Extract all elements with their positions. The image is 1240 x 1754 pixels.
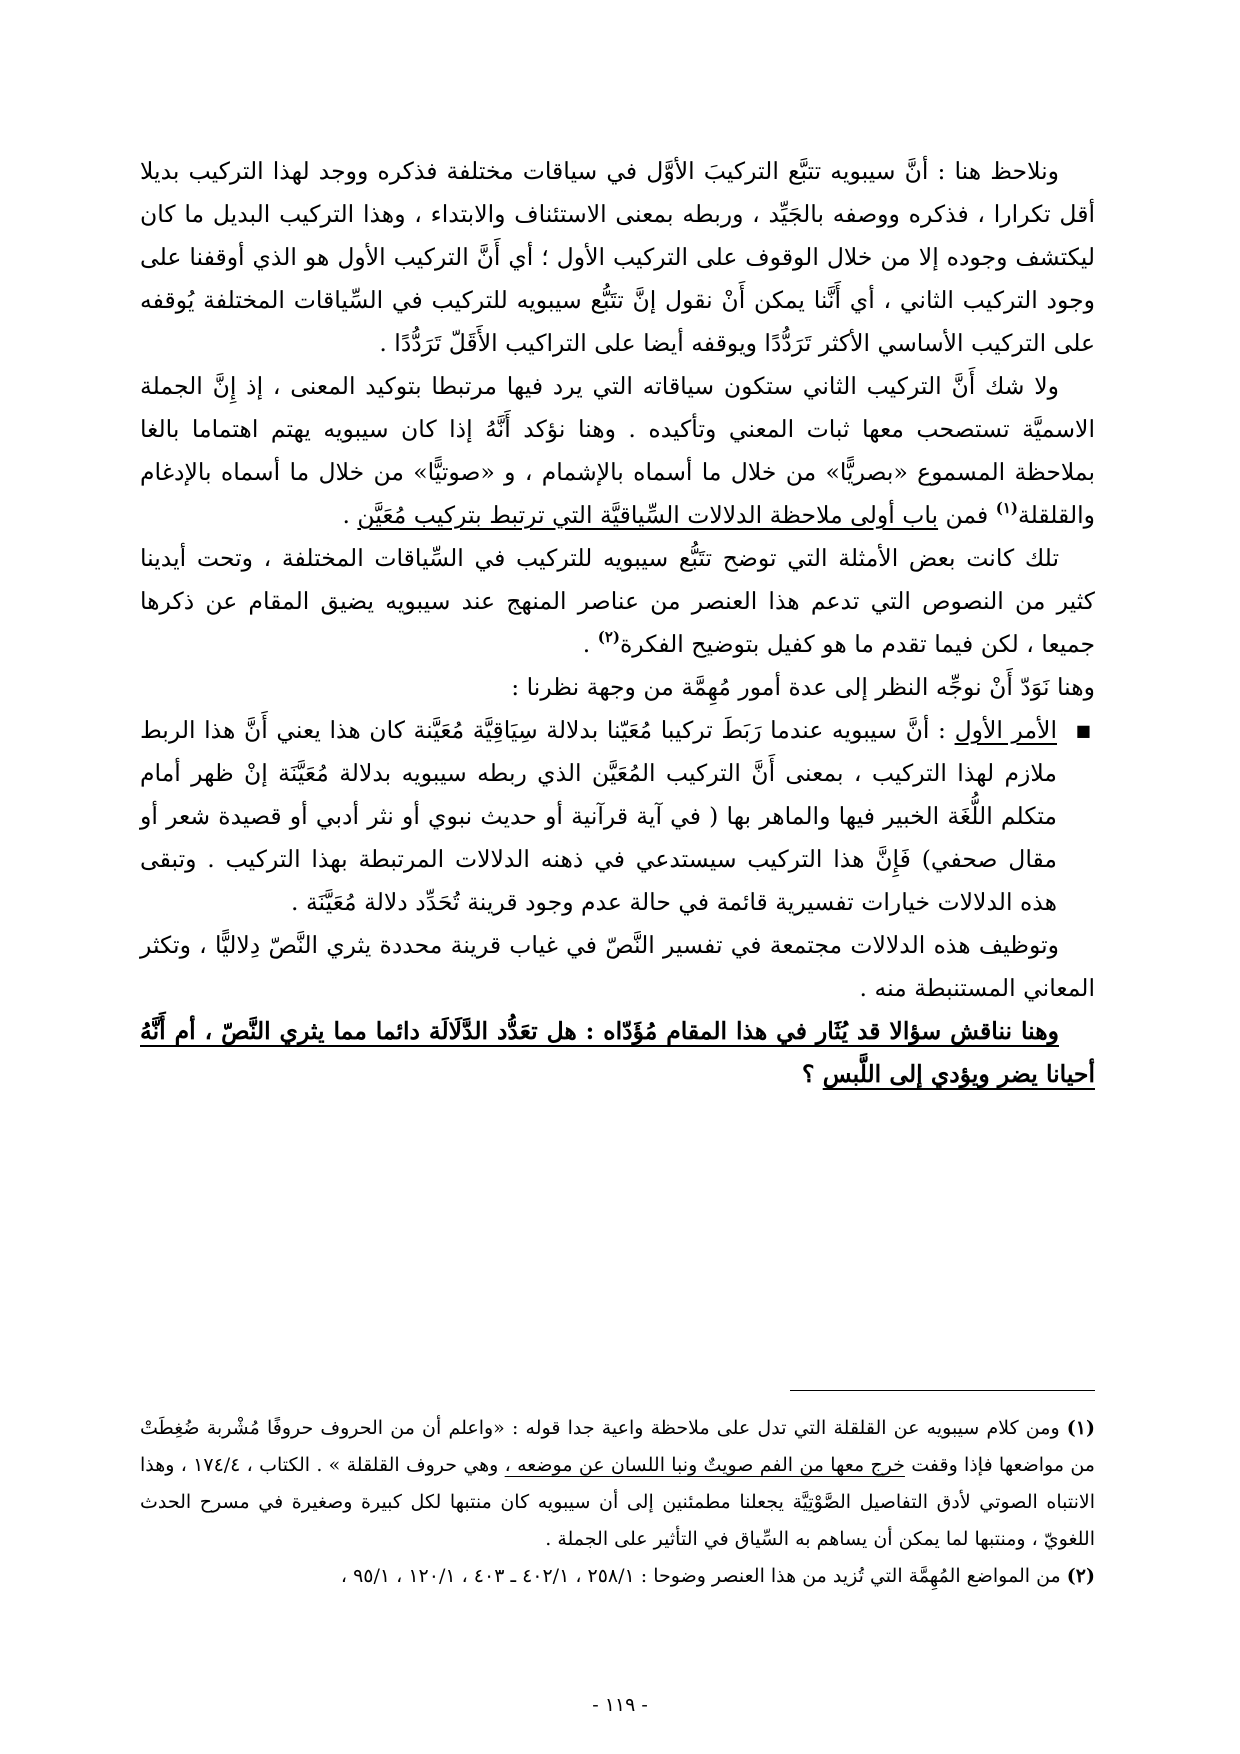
footnote-divider — [790, 1390, 1095, 1391]
paragraph-2-end: . — [342, 501, 358, 529]
question-mark: ؟ — [802, 1060, 823, 1088]
main-text — [140, 150, 1095, 1096]
bullet-label: الأمر الأول — [954, 716, 1057, 744]
footnote-1-underlined: خرج معها من الفم صويتٌ ونبا اللسان عن موضعه ، — [504, 1454, 905, 1476]
bullet-item-first — [140, 709, 1095, 924]
footnotes — [140, 1410, 1095, 1595]
footnote-ref-2[interactable]: (٢) — [597, 628, 620, 646]
paragraph-2-connector: فمن — [938, 501, 996, 529]
paragraph-3-end: . — [582, 630, 598, 658]
page-number: - ١١٩ - — [592, 1694, 648, 1716]
paragraph-2-underlined: باب أولى ملاحظة الدلالات السِّياقيَّة التي ترتبط بتركيب مُعَيَّن — [357, 501, 939, 529]
paragraph-2 — [140, 365, 1095, 537]
footnote-1-text-a: ومن كلام سيبويه عن القلقلة التي تدل على ملاحظة واعية جدا قوله : «واعلم أن من الحروف حروفًا مُشْربة ضُغِطَتْ من مواضعها فإذا وقفت — [140, 1417, 1095, 1476]
footnote-1-number: (١) — [1066, 1417, 1095, 1439]
footnote-1-text-b: وهي حروف القلقلة » . الكتاب ، ١٧٤/٤ ، وهذا الانتباه الصوتي لأدق التفاصيل الصَّوْتِيَّة يجعلنا مطمئنين إلى أن سيبويه كان منتبها لكل كبيرة وصغيرة في مسرح الحدث اللغويّ ، ومنتبها لما يمكن أن يساهم به السِّياق في التأثير على الجملة . — [140, 1454, 1095, 1550]
paragraph-4: وهنا نَوَدّ أَنْ نوجِّه النظر إلى عدة أمور مُهِمَّة من وجهة نظرنا : — [511, 673, 1095, 701]
footnote-1 — [140, 1410, 1095, 1558]
footnote-2-text: من المواضع المُهِمَّة التي تُزيد من هذا العنصر وضوحا : ٢٥٨/١ ، ٤٠٢/١ ـ ٤٠٣ ، ١٢٠/١ ، ٩٥/١ ، — [340, 1565, 1067, 1587]
footnote-2-number: (٢) — [1066, 1565, 1095, 1587]
paragraph-2-text: ولا شك أَنَّ التركيب الثاني ستكون سياقاته التي يرد فيها مرتبطا بتوكيد المعنى ، إذ إِنَّ الجملة الاسميَّة تستصحب معها ثبات المعني وتأكيده . وهنا نؤكد أَنَّهُ إذا كان سيبويه يهتم اهتماما بالغا بملاحظة المسموع «بصريًّا» من خلال ما أسماه بالإشمام ، و «صوتيًّا» من خلال ما أسماه بالإدغام والقلقلة — [140, 372, 1095, 529]
footnote-ref-1[interactable]: (١) — [995, 499, 1019, 517]
footnote-2 — [140, 1558, 1095, 1595]
paragraph-3 — [140, 537, 1095, 666]
paragraph-1: ونلاحظ هنا : أنَّ سيبويه تتبَّع التركيبَ الأوَّل في سياقات مختلفة فذكره ووجد لهذا التركيب بديلا أقل تكرارا ، فذكره ووصفه بالجَيِّد ، وربطه بمعنى الاستئناف والابتداء ، وهذا التركيب البديل ما كان ليكتشف وجوده إلا من خلال الوقوف على التركيب الأول ؛ أي أَنَّ التركيب الأول هو الذي أوقفنا على وجود التركيب الثاني ، أي أَنَّنا يمكن أَنْ نقول إنَّ تتَبُّع سيبويه للتركيب في السِّياقات المختلفة يُوقفه على التركيب الأساسي الأكثر تَرَدُّدًا ويوقفه أيضا على التراكيب الأَقَلّ تَرَدُّدًا . — [140, 157, 1095, 357]
paragraph-5: وتوظيف هذه الدلالات مجتمعة في تفسير النَّصّ في غياب قرينة محددة يثري النَّصّ دِلاليًّا ، وتكثر المعاني المستنبطة منه . — [140, 931, 1095, 1002]
paragraph-6 — [140, 1010, 1095, 1096]
paragraph-3-text: تلك كانت بعض الأمثلة التي توضح تتَبُّع سيبويه للتركيب في السِّياقات المختلفة ، وتحت أيدينا كثير من النصوص التي تدعم هذا العنصر من عناصر المنهج عند سيبويه يضيق المقام عن ذكرها جميعا ، لكن فيما تقدم ما هو كفيل بتوضيح الفكرة — [140, 544, 1095, 658]
bullet-text: : أنَّ سيبويه عندما رَبَطَ تركيبا مُعَيّنا بدلالة سِيَاقِيَّة مُعَيَّنة كان هذا يعني أَنَّ هذا الربط ملازم لهذا التركيب ، بمعنى أَنَّ التركيب المُعَيَّن الذي ربطه سيبويه بدلالة مُعَيَّنَة إنْ ظهر أمام متكلم اللُّغَة الخبير فيها والماهر بها ( في آية قرآنية أو حديث نبوي أو نثر أدبي أو قصيدة شعر أو مقال صحفي) فَإِنَّ هذا التركيب سيستدعي في ذهنه الدلالات المرتبطة بهذا التركيب . وتبقى هذه الدلالات خيارات تفسيرية قائمة في حالة عدم وجود قرينة تُحَدِّد دلالة مُعَيَّنَة . — [140, 716, 1057, 916]
square-bullet-icon: ■ — [1075, 721, 1091, 740]
question-heading: وهنا نناقش سؤالا قد يُثَار في هذا المقام مُؤَدّاه : هل تعَدُّد الدَّلَالَة دائما مما يثري النَّصّ ، أم أَنَّهُ أحيانا يضر ويؤدي إلى اللَّبس — [140, 1017, 1095, 1088]
